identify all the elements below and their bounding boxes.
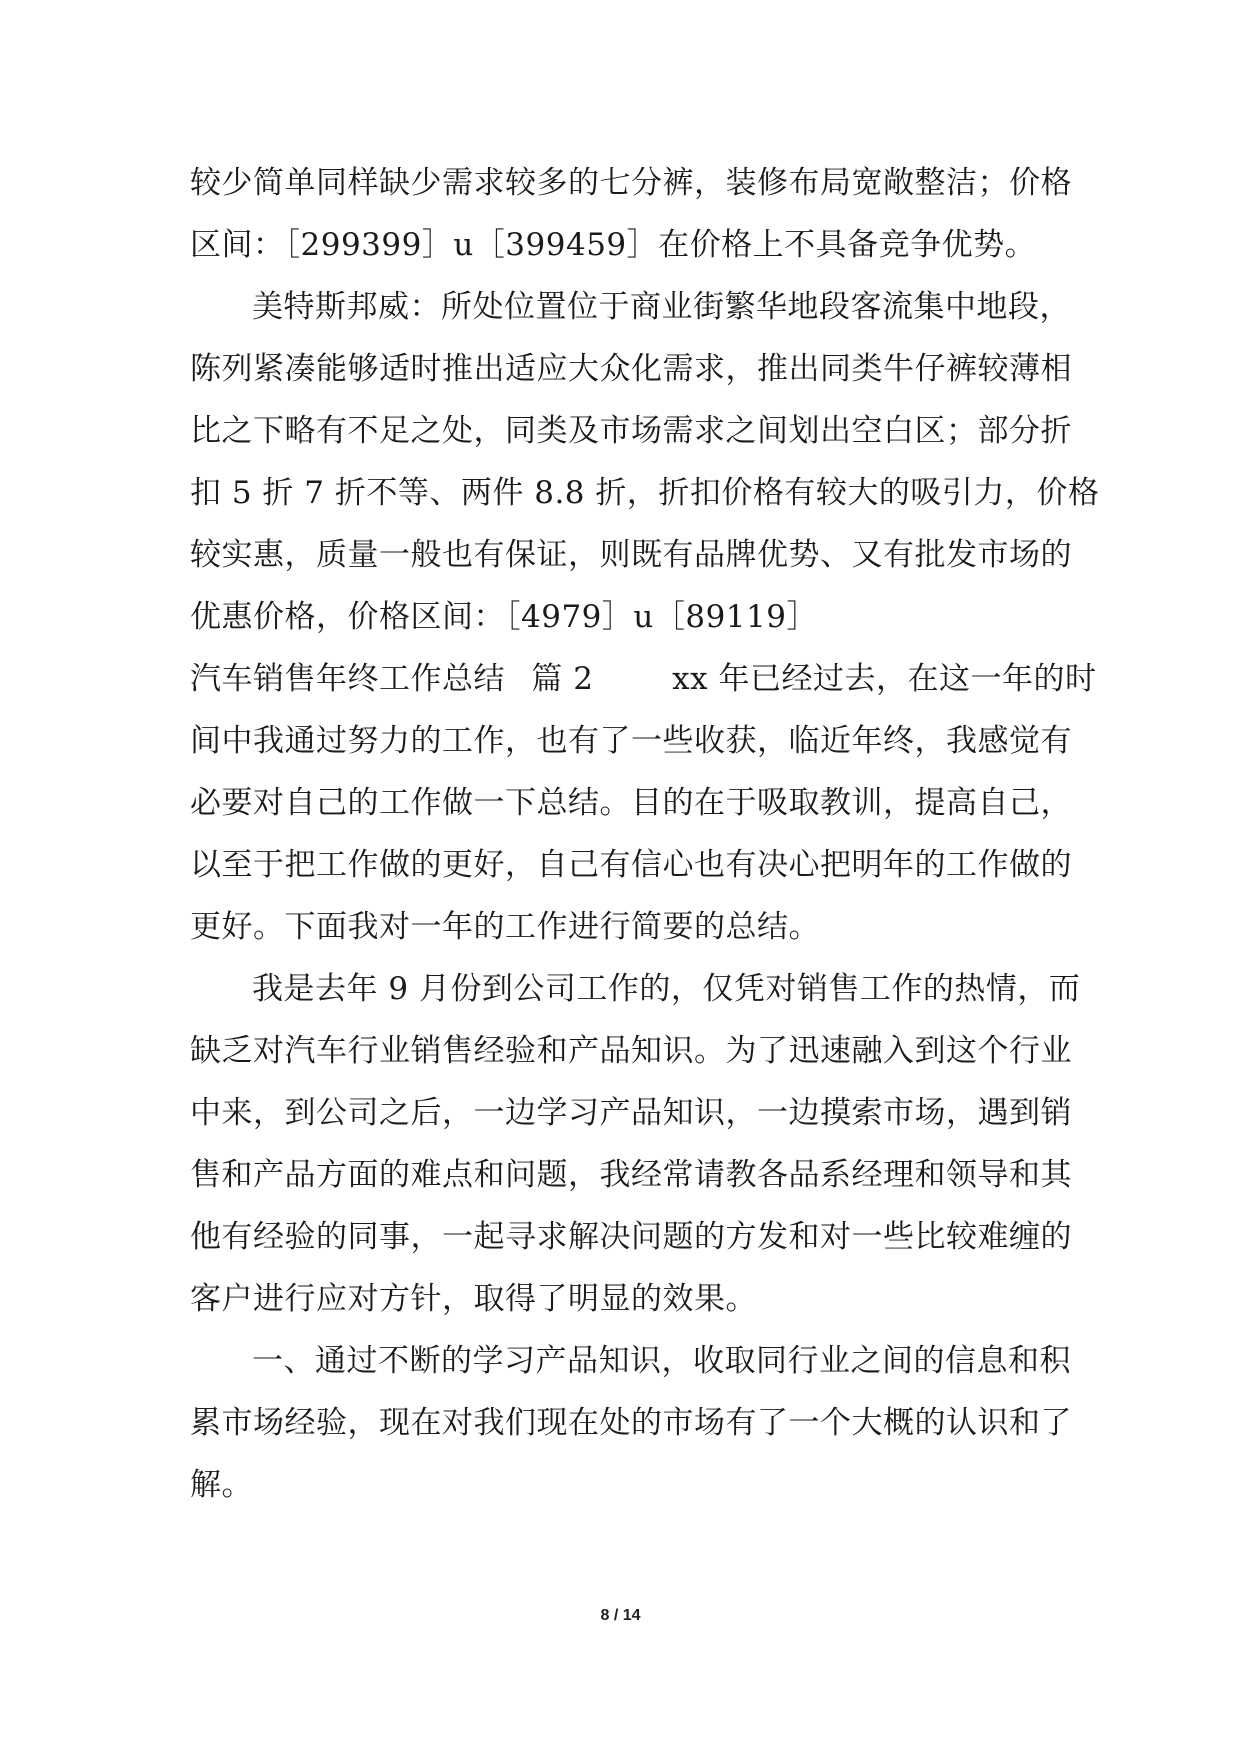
text-line: 解。 bbox=[190, 1467, 253, 1503]
paragraph-start: 一、通过不断的学习产品知识，收取同行业之间的信息和积 bbox=[252, 1343, 1071, 1379]
page-number: 8 / 14 bbox=[600, 1607, 641, 1624]
paragraph-start: 我是去年 9 月份到公司工作的，仅凭对销售工作的热情，而 bbox=[252, 971, 1081, 1007]
text-line: 售和产品方面的难点和问题，我经常请教各品系经理和领导和其 bbox=[190, 1157, 1072, 1193]
text-line: 客户进行应对方针，取得了明显的效果。 bbox=[190, 1281, 757, 1317]
text-line: 他有经验的同事，一起寻求解决问题的方发和对一些比较难缠的 bbox=[190, 1219, 1072, 1255]
text-line: 比之下略有不足之处，同类及市场需求之间划出空白区；部分折 bbox=[190, 413, 1072, 449]
text-line: 必要对自己的工作做一下总结。目的在于吸取教训，提高自己， bbox=[190, 785, 1072, 821]
text-line: 优惠价格，价格区间：［4979］u［89119］ bbox=[190, 599, 818, 635]
section-first-sentence: xx 年已经过去，在这一年的时 bbox=[672, 661, 1097, 697]
text-line: 缺乏对汽车行业销售经验和产品知识。为了迅速融入到这个行业 bbox=[190, 1033, 1072, 1069]
paragraph-start: 美特斯邦威：所处位置位于商业街繁华地段客流集中地段， bbox=[252, 289, 1071, 325]
text-line: 扣 5 折 7 折不等、两件 8.8 折，折扣价格有较大的吸引力，价格 bbox=[190, 475, 1100, 511]
text-line: 间中我通过努力的工作，也有了一些收获，临近年终，我感觉有 bbox=[190, 723, 1072, 759]
section-number: 篇 2 bbox=[531, 661, 594, 697]
section-heading-line bbox=[190, 648, 1097, 710]
text-line: 累市场经验，现在对我们现在处的市场有了一个大概的认识和了 bbox=[190, 1405, 1072, 1441]
text-line: 以至于把工作做的更好，自己有信心也有决心把明年的工作做的 bbox=[190, 847, 1072, 883]
text-line: 较实惠，质量一般也有保证，则既有品牌优势、又有批发市场的 bbox=[190, 537, 1072, 573]
document-body bbox=[190, 152, 1100, 1516]
section-title: 汽车销售年终工作总结 bbox=[190, 661, 505, 697]
text-line: 区间：［299399］u［399459］在价格上不具备竞争优势。 bbox=[190, 227, 1037, 263]
text-line: 中来，到公司之后，一边学习产品知识，一边摸索市场，遇到销 bbox=[190, 1095, 1072, 1131]
text-line: 较少简单同样缺少需求较多的七分裤，装修布局宽敞整洁；价格 bbox=[190, 165, 1072, 201]
text-line: 更好。下面我对一年的工作进行简要的总结。 bbox=[190, 909, 820, 945]
text-line: 陈列紧凑能够适时推出适应大众化需求，推出同类牛仔裤较薄相 bbox=[190, 351, 1072, 387]
